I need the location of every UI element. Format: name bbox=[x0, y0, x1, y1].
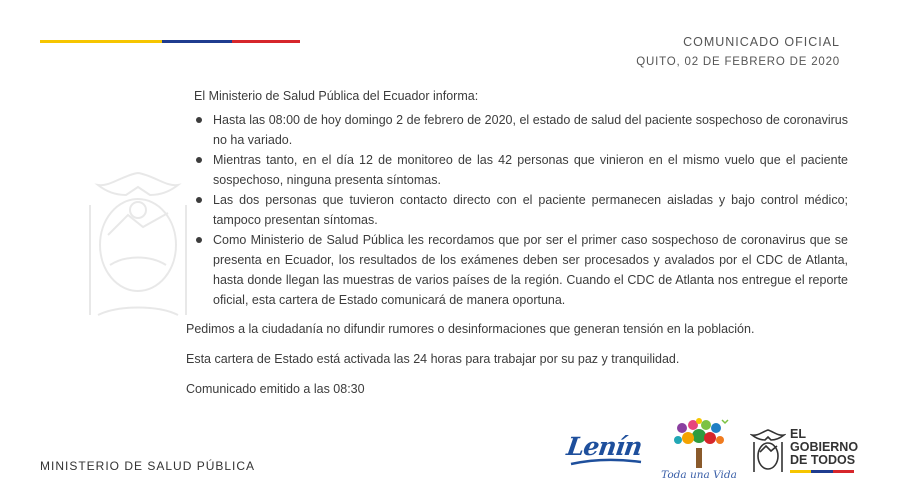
bullet-item bbox=[186, 150, 848, 190]
gob-line-3: DE TODOS bbox=[790, 453, 856, 467]
bullet-text: Hasta las 08:00 de hoy domingo 2 de febrero de 2020, el estado de salud del paciente sospechoso de coronavirus no ha variado. bbox=[213, 113, 848, 147]
toda-una-vida-caption: Toda una Vida bbox=[661, 469, 737, 481]
flag-stripe-blue bbox=[162, 40, 232, 43]
ecuador-shield-icon bbox=[750, 428, 786, 474]
bullet-dot bbox=[196, 117, 202, 123]
bullet-item bbox=[186, 110, 848, 150]
intro-text: El Ministerio de Salud Pública del Ecuador informa: bbox=[194, 89, 479, 103]
document-body bbox=[186, 86, 848, 409]
swoosh-icon bbox=[569, 458, 643, 466]
bullet-text: Como Ministerio de Salud Pública les recordamos que por ser el primer caso sospechoso de coronavirus que se presenta en Ecuador, los resultados de los exámenes deben ser procesados y avalados por el CDC de Atlanta, hasta donde llegan las muestras de varios países de la región. Cuando el CDC de Atlanta nos entregue el reporte oficial, esta cartera de Estado comunicará de manera oportuna. bbox=[213, 233, 848, 307]
gob-stripe-red bbox=[833, 470, 854, 473]
gob-stripe-yellow bbox=[790, 470, 811, 473]
document-title: COMUNICADO OFICIAL bbox=[683, 35, 840, 49]
flag-stripe-yellow bbox=[40, 40, 162, 43]
gob-line-2: GOBIERNO bbox=[790, 440, 859, 454]
bullet-item bbox=[186, 190, 848, 230]
ministry-name: MINISTERIO DE SALUD PÚBLICA bbox=[40, 459, 256, 473]
tree-of-life-icon bbox=[660, 418, 738, 470]
lenin-logo bbox=[564, 432, 647, 466]
paragraph-availability: Esta cartera de Estado está activada las 24 horas para trabajar por su paz y tranquilidad. bbox=[186, 352, 680, 366]
gob-line-1: EL bbox=[790, 427, 806, 441]
bullet-dot bbox=[196, 157, 202, 163]
bullet-dot bbox=[196, 197, 202, 203]
toda-una-vida-logo bbox=[660, 418, 738, 488]
paragraph-rumors: Pedimos a la ciudadanía no difundir rumores o desinformaciones que generan tensión en la población. bbox=[186, 322, 755, 336]
bullet-list bbox=[186, 110, 848, 310]
paragraph-issued-time: Comunicado emitido a las 08:30 bbox=[186, 382, 365, 396]
document-date: QUITO, 02 DE FEBRERO DE 2020 bbox=[636, 56, 840, 68]
flag-stripe-red bbox=[232, 40, 300, 43]
bullet-item bbox=[186, 230, 848, 310]
bullet-text: Mientras tanto, en el día 12 de monitoreo de las 42 personas que vinieron en el mismo vuelo que el paciente sospechoso, ninguna presenta síntomas. bbox=[213, 153, 848, 187]
gob-stripe-blue bbox=[811, 470, 832, 473]
bullet-dot bbox=[196, 237, 202, 243]
flag-stripe bbox=[40, 40, 300, 43]
gob-color-stripe bbox=[790, 470, 854, 473]
lenin-logo-text: Lenín bbox=[564, 432, 644, 461]
gobierno-de-todos-logo bbox=[750, 428, 860, 478]
bullet-text: Las dos personas que tuvieron contacto directo con el paciente permanecen aisladas y bajo control médico; tampoco presentan síntomas. bbox=[213, 193, 848, 227]
gobierno-de-todos-text bbox=[790, 428, 858, 467]
